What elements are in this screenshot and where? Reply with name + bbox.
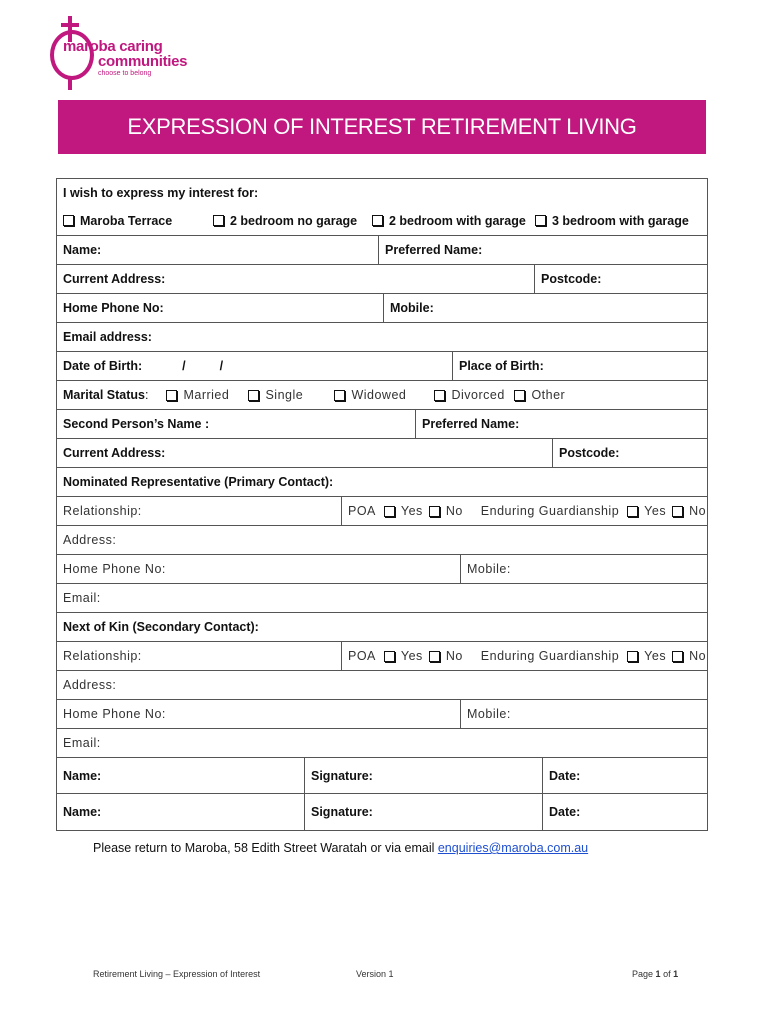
primary-poa-no[interactable]: No: [429, 504, 463, 518]
marital-widowed[interactable]: Widowed: [334, 388, 434, 402]
footer-document-title: Retirement Living – Expression of Interest: [93, 969, 261, 979]
checkbox-icon[interactable]: [535, 215, 546, 226]
phone-row: [57, 294, 707, 323]
secondary-address-row: [57, 671, 707, 700]
signature-date-field-1[interactable]: Date:: [542, 758, 707, 793]
secondary-poa-no[interactable]: No: [429, 649, 463, 663]
signature-field-2[interactable]: Signature:: [304, 794, 542, 830]
marital-married[interactable]: Married: [166, 388, 248, 402]
primary-mobile-field[interactable]: Mobile:: [460, 555, 707, 583]
marital-status-label: Marital Status: [63, 388, 145, 402]
name-row: [57, 236, 707, 265]
signature-row-2: [57, 794, 707, 830]
primary-home-phone-field[interactable]: Home Phone No:: [63, 562, 166, 576]
checkbox-icon[interactable]: [372, 215, 383, 226]
primary-contact-heading: Nominated Representative (Primary Contact):: [63, 475, 334, 489]
footer-page-number: Page 1 of 1: [632, 969, 679, 979]
option-2bed-no-garage[interactable]: 2 bedroom no garage: [213, 214, 372, 228]
signature-date-field-2[interactable]: Date:: [542, 794, 707, 830]
checkbox-icon[interactable]: [429, 651, 440, 662]
secondary-poa-yes[interactable]: Yes: [384, 649, 423, 663]
signature-field-1[interactable]: Signature:: [304, 758, 542, 793]
second-current-address-field[interactable]: Current Address:: [63, 446, 166, 460]
signature-row-1: [57, 758, 707, 794]
checkbox-icon[interactable]: [429, 506, 440, 517]
secondary-contact-heading: Next of Kin (Secondary Contact):: [63, 620, 259, 634]
interest-row: [57, 179, 707, 236]
checkbox-icon[interactable]: [248, 390, 259, 401]
return-instructions: Please return to Maroba, 58 Edith Street Waratah or via email enquiries@maroba.com.au: [93, 841, 589, 855]
second-person-row: [57, 410, 707, 439]
logo-text-line1: maroba caring: [63, 38, 163, 55]
checkbox-icon[interactable]: [334, 390, 345, 401]
checkbox-icon[interactable]: [627, 506, 638, 517]
email-row: [57, 323, 707, 352]
postcode-field[interactable]: Postcode:: [534, 265, 707, 293]
secondary-phone-row: [57, 700, 707, 729]
option-2bed-with-garage[interactable]: 2 bedroom with garage: [372, 214, 535, 228]
checkbox-icon[interactable]: [63, 215, 74, 226]
logo-cross-bar: [61, 23, 79, 27]
primary-guardianship-yes[interactable]: Yes: [627, 504, 666, 518]
checkbox-icon[interactable]: [213, 215, 224, 226]
secondary-poa-guardianship: POA Yes No Enduring Guardianship Yes No: [341, 642, 707, 670]
option-3bed-with-garage[interactable]: 3 bedroom with garage: [535, 214, 689, 228]
second-preferred-name-field[interactable]: Preferred Name:: [415, 410, 707, 438]
primary-relationship-row: [57, 497, 707, 526]
email-address-field[interactable]: Email address:: [63, 330, 152, 344]
secondary-guardianship-yes[interactable]: Yes: [627, 649, 666, 663]
logo-text-line2: communities: [98, 53, 188, 70]
marital-status-field: Marital Status : Married Single Widowed Divorced Other: [63, 388, 566, 402]
secondary-guardianship-no[interactable]: No: [672, 649, 706, 663]
signature-name-field-2[interactable]: Name:: [63, 805, 102, 819]
current-address-field[interactable]: Current Address:: [63, 272, 166, 286]
preferred-name-field[interactable]: Preferred Name:: [378, 236, 707, 264]
secondary-email-field[interactable]: Email:: [63, 736, 101, 750]
secondary-relationship-row: [57, 642, 707, 671]
interest-label: I wish to express my interest for:: [63, 185, 259, 200]
checkbox-icon[interactable]: [384, 506, 395, 517]
primary-poa-yes[interactable]: Yes: [384, 504, 423, 518]
home-phone-field[interactable]: Home Phone No:: [63, 301, 164, 315]
checkbox-icon[interactable]: [672, 651, 683, 662]
marital-single[interactable]: Single: [248, 388, 334, 402]
interest-form: [56, 178, 708, 831]
primary-email-field[interactable]: Email:: [63, 591, 101, 605]
marital-divorced[interactable]: Divorced: [434, 388, 514, 402]
signature-name-field-1[interactable]: Name:: [63, 768, 102, 783]
dob-field[interactable]: Date of Birth: / /: [63, 359, 224, 373]
page-title: EXPRESSION OF INTEREST RETIREMENT LIVING: [127, 114, 637, 139]
primary-guardianship-no[interactable]: No: [672, 504, 706, 518]
secondary-email-row: [57, 729, 707, 758]
primary-heading-row: [57, 468, 707, 497]
secondary-home-phone-field[interactable]: Home Phone No:: [63, 707, 166, 721]
place-of-birth-field[interactable]: Place of Birth:: [452, 352, 707, 380]
address-row: [57, 265, 707, 294]
checkbox-icon[interactable]: [672, 506, 683, 517]
marital-other[interactable]: Other: [514, 388, 565, 402]
primary-poa-guardianship: POA Yes No Enduring Guardianship Yes No: [341, 497, 707, 525]
primary-email-row: [57, 584, 707, 613]
secondary-relationship-field[interactable]: Relationship:: [63, 649, 142, 663]
checkbox-icon[interactable]: [166, 390, 177, 401]
maroba-logo: [48, 16, 198, 88]
dob-row: [57, 352, 707, 381]
second-person-name-field[interactable]: Second Person’s Name :: [63, 417, 210, 431]
primary-address-row: [57, 526, 707, 555]
footer-version: Version 1: [356, 969, 394, 979]
second-address-row: [57, 439, 707, 468]
primary-relationship-field[interactable]: Relationship:: [63, 504, 142, 518]
marital-row: [57, 381, 707, 410]
interest-options: [57, 206, 707, 235]
secondary-address-field[interactable]: Address:: [63, 678, 117, 692]
logo-tagline: choose to belong: [98, 70, 152, 77]
primary-address-field[interactable]: Address:: [63, 533, 117, 547]
checkbox-icon[interactable]: [514, 390, 525, 401]
second-postcode-field[interactable]: Postcode:: [552, 439, 707, 467]
secondary-heading-row: [57, 613, 707, 642]
email-link[interactable]: enquiries@maroba.com.au: [437, 841, 589, 855]
logo-stem: [68, 76, 72, 90]
primary-phone-row: [57, 555, 707, 584]
option-maroba-terrace[interactable]: Maroba Terrace: [63, 214, 213, 228]
mobile-field[interactable]: Mobile:: [383, 294, 707, 322]
checkbox-icon[interactable]: [384, 651, 395, 662]
title-banner: [58, 100, 706, 154]
secondary-mobile-field[interactable]: Mobile:: [460, 700, 707, 728]
checkbox-icon[interactable]: [627, 651, 638, 662]
checkbox-icon[interactable]: [434, 390, 445, 401]
name-field[interactable]: Name:: [63, 243, 102, 257]
